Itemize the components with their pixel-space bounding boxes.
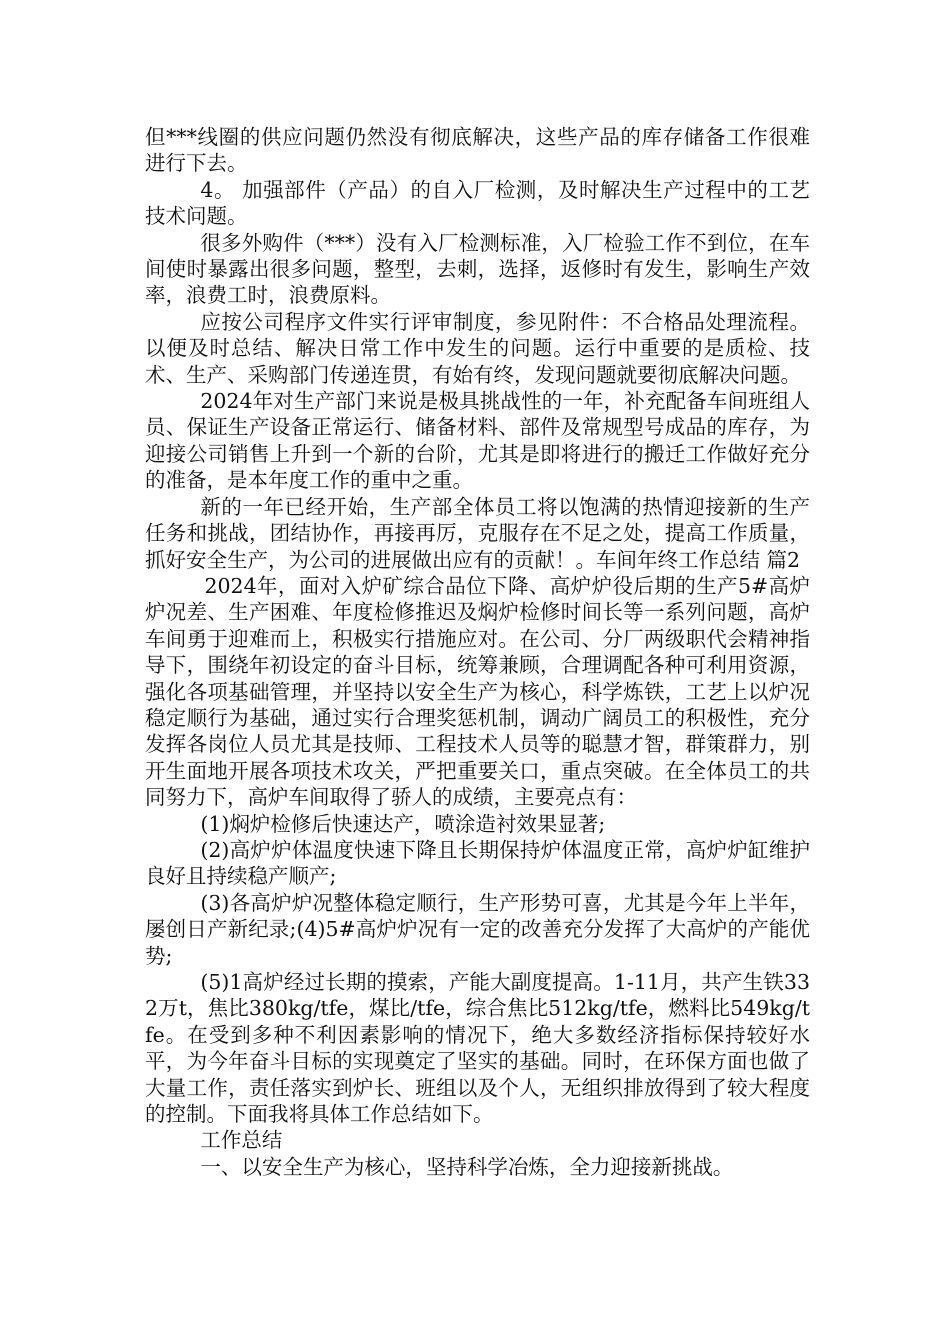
paragraph-coil-supply: 但***线圈的供应问题仍然没有彻底解决，这些产品的库存储备工作很难进行下去。 — [145, 125, 810, 176]
paragraph-new-year: 新的一年已经开始，生产部全体员工将以饱满的热情迎接新的生产任务和挑战，团结协作，再接再厉，克服存在不足之处，提高工作质量，抓好安全生产，为公司的进展做出应有的贡献！。车间年终工作总结 篇2 — [145, 494, 810, 572]
list-item-highlight-1: (1)焖炉检修后快速达产，喷涂造衬效果显著; — [200, 811, 606, 836]
paragraph-blast-furnace-summary: 2024年，面对入炉矿综合品位下降、高炉炉役后期的生产5#高炉炉况差、生产困难、年度检修推迟及焖炉检修时间长等一系列问题，高炉车间勇于迎难而上，积极实行措施应对。在公司、分厂两级职代会精神指导下，围绕年初设定的奋斗目标，统筹兼顾，合理调配各种可利用资源，强化各项基础管理，并坚持以安全生产为核心，科学炼铁，工艺上以炉况稳定顺行为基础，通过实行合理奖惩机制，调动广阔员工的积极性，充分发挥各岗位人员尤其是技师、工程技术人员等的聪慧才智，群策群力，别开生面地开展各项技术攻关，严把重要关口，重点突破。在全体员工的共同努力下，高炉车间取得了骄人的成绩，主要亮点有： — [145, 573, 810, 810]
list-item-highlight-2: (2)高炉炉体温度快速下降且长期保持炉体温度正常，高炉炉缸维护良好且持续稳产顺产; — [145, 837, 810, 889]
section-heading-work-summary: 工作总结 — [200, 1128, 283, 1153]
paragraph-review-system: 应按公司程序文件实行评审制度，参见附件：不合格品处理流程。以便及时总结、解决日常工作中发生的问题。运行中重要的是质检、技术、生产、采购部门传递连贯，有始有终，发现问题就要彻底解决问题。 — [145, 309, 810, 387]
paragraph-2024-challenge: 2024年对生产部门来说是极具挑战性的一年，补充配备车间班组人员、保证生产设备正常运行、储备材料、部件及常规型号成品的库存，为迎接公司销售上升到一个新的台阶，尤其是即将进行的搬迁工作做好充分的准备，是本年度工作的重中之重。 — [145, 389, 810, 493]
paragraph-item-4-heading: 4。 加强部件（产品）的自入厂检测，及时解决生产过程中的工艺技术问题。 — [145, 177, 810, 229]
list-item-highlight-5: (5)1高炉经过长期的摸索，产能大副度提高。1-11月，共产生铁332万t，焦比380kg/tfe，煤比/tfe，综合焦比512kg/tfe，燃料比549kg/tfe。在受到多种不利因素影响的情况下，绝大多数经济指标保持较好水平，为今年奋斗目标的实现奠定了坚实的基础。同时，在环保方面也做了大量工作，责任落实到炉长、班组以及个人，无组织排放得到了较大程度的控制。下面我将具体工作总结如下。 — [145, 970, 810, 1127]
list-item-highlight-3-4: (3)各高炉炉况整体稳定顺行，生产形势可喜，尤其是今年上半年，屡创日产新纪录;(4)5#高炉炉况有一定的改善充分发挥了大高炉的产能优势; — [145, 890, 810, 968]
section-heading-safety: 一、以安全生产为核心，坚持科学冶炼，全力迎接新挑战。 — [200, 1154, 734, 1179]
paragraph-inspection-issues: 很多外购件（***）没有入厂检测标准，入厂检验工作不到位，在车间使时暴露出很多问题，整型，去刺，选择，返修时有发生，影响生产效率，浪费工时，浪费原料。 — [145, 230, 810, 308]
document-body — [145, 124, 810, 1180]
